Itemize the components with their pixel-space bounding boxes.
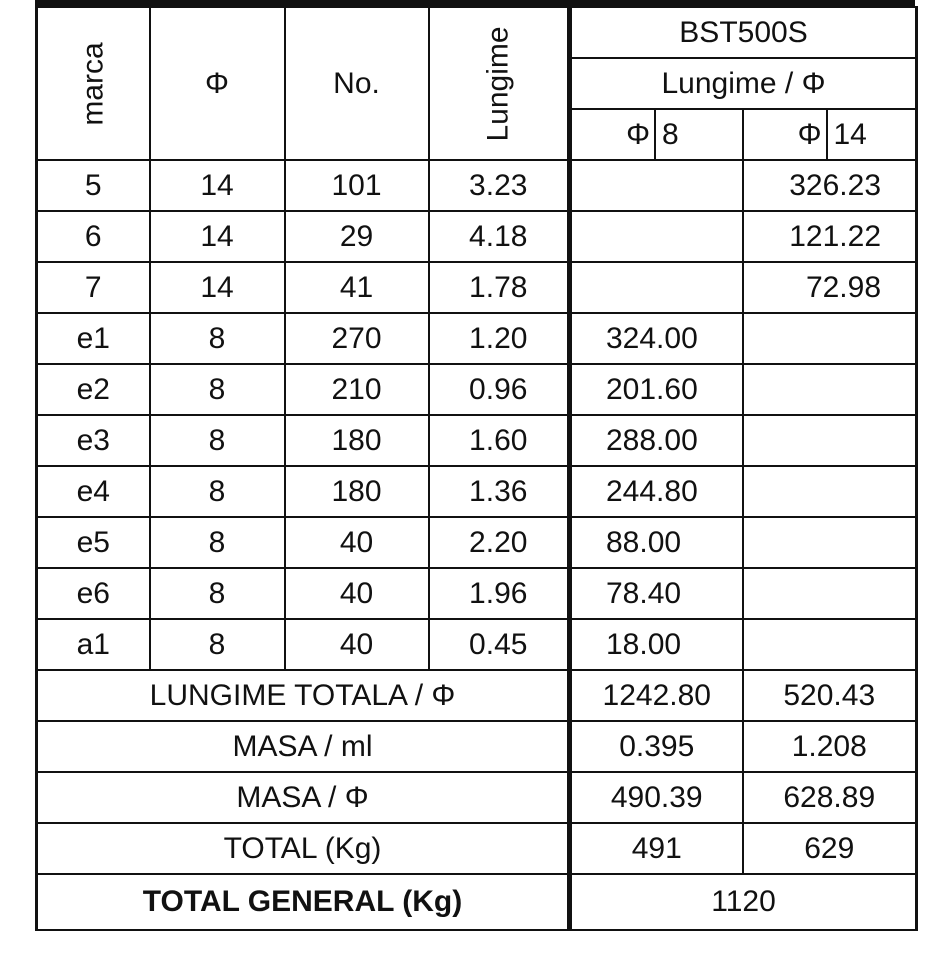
- cell-marca: e4: [37, 466, 150, 517]
- data-rows: [37, 160, 917, 670]
- cell-marca: e3: [37, 415, 150, 466]
- cell-no: 180: [285, 466, 429, 517]
- cell-marca: 7: [37, 262, 150, 313]
- cell-lungime-phi14: 121.22: [743, 211, 917, 262]
- phi-symbol: Φ: [744, 110, 828, 159]
- cell-lungime-phi14: [743, 364, 917, 415]
- cell-no: 210: [285, 364, 429, 415]
- header-sub-phi-8: [570, 109, 743, 160]
- cell-no: 40: [285, 619, 429, 670]
- table-row: [37, 517, 917, 568]
- cell-phi: 8: [150, 466, 285, 517]
- header-lungime-phi: Lungime / Φ: [570, 58, 917, 109]
- cell-lungime-phi14: [743, 517, 917, 568]
- table-row: [37, 160, 917, 211]
- summary-value-phi14: 1.208: [743, 721, 917, 772]
- cell-no: 101: [285, 160, 429, 211]
- total-general-label: TOTAL GENERAL (Kg): [37, 874, 570, 930]
- cell-phi: 8: [150, 517, 285, 568]
- cell-phi: 14: [150, 262, 285, 313]
- summary-lungime-totala-row: [37, 670, 917, 721]
- total-general-value: 1120: [570, 874, 917, 930]
- cell-lungime: 1.78: [429, 262, 570, 313]
- summary-label: MASA / ml: [37, 721, 570, 772]
- summary-label: LUNGIME TOTALA / Φ: [37, 670, 570, 721]
- phi-14-value: 14: [833, 117, 867, 151]
- cell-no: 180: [285, 415, 429, 466]
- table-row: [37, 466, 917, 517]
- cell-lungime-phi14: [743, 619, 917, 670]
- cell-no: 40: [285, 568, 429, 619]
- cell-lungime-phi8: [570, 211, 743, 262]
- header-steel-grade: BST500S: [570, 7, 917, 58]
- cell-lungime: 0.96: [429, 364, 570, 415]
- cell-marca: 6: [37, 211, 150, 262]
- summary-masa-ml-row: [37, 721, 917, 772]
- cell-lungime-phi14: 72.98: [743, 262, 917, 313]
- summary-total-general-row: [37, 874, 917, 930]
- cell-lungime-phi8: [570, 262, 743, 313]
- cell-phi: 8: [150, 619, 285, 670]
- cell-lungime: 1.96: [429, 568, 570, 619]
- cell-lungime-phi8: 78.40: [570, 568, 743, 619]
- cell-phi: 8: [150, 364, 285, 415]
- cell-phi: 14: [150, 211, 285, 262]
- table-row: [37, 262, 917, 313]
- summary-value-phi8: 491: [570, 823, 743, 874]
- table-row: [37, 211, 917, 262]
- cell-lungime-phi14: [743, 466, 917, 517]
- summary-value-phi14: 520.43: [743, 670, 917, 721]
- summary-label: MASA / Φ: [37, 772, 570, 823]
- cell-no: 270: [285, 313, 429, 364]
- header-phi: Φ: [150, 7, 285, 160]
- cell-lungime-phi14: [743, 568, 917, 619]
- cell-no: 29: [285, 211, 429, 262]
- cell-phi: 8: [150, 313, 285, 364]
- cell-lungime-phi8: 244.80: [570, 466, 743, 517]
- table-row: [37, 364, 917, 415]
- cell-phi: 14: [150, 160, 285, 211]
- cell-phi: 8: [150, 415, 285, 466]
- summary-value-phi8: 1242.80: [570, 670, 743, 721]
- rebar-schedule-table: [35, 6, 918, 931]
- cell-lungime-phi14: [743, 415, 917, 466]
- cell-lungime: 1.60: [429, 415, 570, 466]
- summary-masa-phi-row: [37, 772, 917, 823]
- cell-lungime-phi14: [743, 313, 917, 364]
- header-marca: marca: [37, 7, 150, 160]
- summary-value-phi14: 629: [743, 823, 917, 874]
- cell-marca: 5: [37, 160, 150, 211]
- table-row: [37, 619, 917, 670]
- table-row: [37, 568, 917, 619]
- summary-value-phi14: 628.89: [743, 772, 917, 823]
- cell-lungime-phi8: 288.00: [570, 415, 743, 466]
- summary-label: TOTAL (Kg): [37, 823, 570, 874]
- cell-lungime: 0.45: [429, 619, 570, 670]
- cell-lungime-phi8: 18.00: [570, 619, 743, 670]
- cell-lungime-phi8: 88.00: [570, 517, 743, 568]
- cell-marca: e1: [37, 313, 150, 364]
- summary-value-phi8: 490.39: [570, 772, 743, 823]
- cell-marca: e2: [37, 364, 150, 415]
- cell-marca: e5: [37, 517, 150, 568]
- cell-lungime: 2.20: [429, 517, 570, 568]
- table-row: [37, 313, 917, 364]
- cell-lungime-phi14: 326.23: [743, 160, 917, 211]
- cell-marca: e6: [37, 568, 150, 619]
- cell-lungime: 1.20: [429, 313, 570, 364]
- header-lungime: Lungime: [429, 7, 570, 160]
- cell-phi: 8: [150, 568, 285, 619]
- header-row-1: [37, 7, 917, 58]
- cell-no: 41: [285, 262, 429, 313]
- cell-lungime-phi8: 324.00: [570, 313, 743, 364]
- table-row: [37, 415, 917, 466]
- cell-lungime-phi8: [570, 160, 743, 211]
- cell-lungime: 3.23: [429, 160, 570, 211]
- header-sub-phi-14: [743, 109, 917, 160]
- phi-symbol: Φ: [572, 110, 656, 159]
- cell-no: 40: [285, 517, 429, 568]
- summary-total-kg-row: [37, 823, 917, 874]
- header-no: No.: [285, 7, 429, 160]
- cell-marca: a1: [37, 619, 150, 670]
- cell-lungime: 1.36: [429, 466, 570, 517]
- phi-8-value: 8: [662, 117, 679, 151]
- cell-lungime-phi8: 201.60: [570, 364, 743, 415]
- summary-value-phi8: 0.395: [570, 721, 743, 772]
- cell-lungime: 4.18: [429, 211, 570, 262]
